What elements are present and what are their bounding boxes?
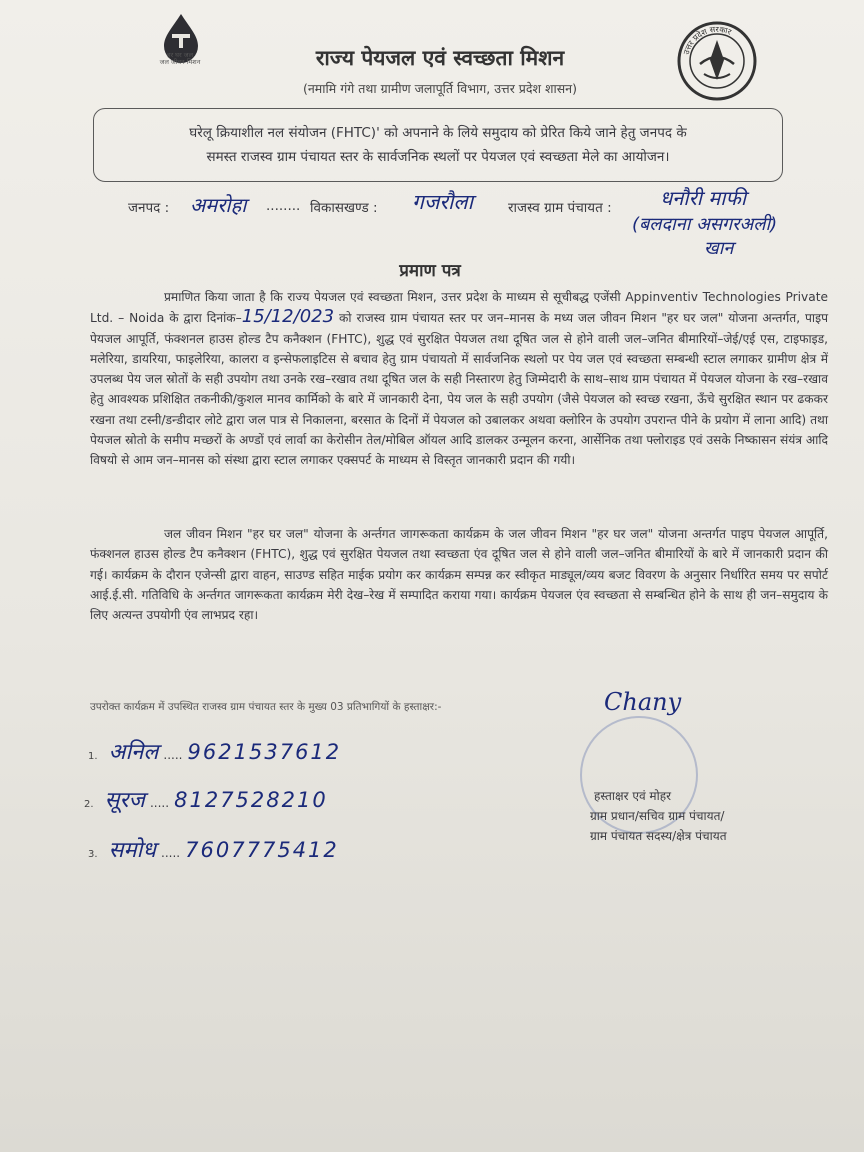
participant-name: अनिल (108, 740, 159, 765)
jal-jeevan-mission-logo (150, 12, 212, 82)
participant-name: सूरज (104, 788, 145, 813)
district-value: अमरोहा (190, 193, 247, 217)
signatory-caption (590, 786, 790, 846)
certificate-heading: प्रमाण पत्र (399, 261, 461, 281)
panchayat-extra-1: (बलदाना असगरअली) (632, 214, 778, 235)
page-subtitle: (नमामि गंगे तथा ग्रामीण जलापूर्ति विभाग, उत्तर प्रदेश शासन) (302, 81, 577, 96)
signatory-line-2: ग्राम प्रधान/सचिव ग्राम पंचायत/ (590, 809, 725, 823)
participant-name: समोध (108, 838, 156, 863)
participant-phone: 9621537612 (187, 740, 342, 764)
participants-intro: उपरोक्त कार्यक्रम में उपस्थित राजस्व ग्राम पंचायत स्तर के मुख्य 03 प्रतिभागियों के हस्ताक्षर:- (90, 701, 442, 713)
logo-caption (140, 52, 220, 66)
paragraph-2-body: जल जीवन मिशन "हर घर जल" योजना के अर्न्तगत जागरूकता कार्यक्रम के जल जीवन मिशन "हर घर जल" योजना अन्तर्गत पाइप पेयजल आपूर्ति, फंक्शनल हाउस होल्ड टैप कनैक्शन (FHTC), शुद्ध एवं सुरक्षित पेयजल तथा स्वच्छता एंव दूषित जल से होने वाली जल–जनित बीमारियों के बारे में जानकारी प्रदान की गई। कार्यक्रम के दौरान एजेन्सी द्वारा वाहन, साउण्ड सहित माईक प्रयोग कर कार्यक्रम सम्पन्न कर स्वीकृत माड्यूल/व्यय बजट विवरण के अनुसार निर्धारित समय पर सपोर्ट आई.ई.सी. गतिविधि के अर्न्तगत जागरूकता कार्यक्रम मेरी देख–रेख में सम्पादित कराया गया। कार्यक्रम पेयजल एंव स्वच्छता से सम्बन्धित होने के साथ ही जन–समुदाय के लिए अत्यन्त उपयोगी एंव लाभप्रद रहा। (90, 527, 828, 623)
logo-caption-sub: जल जीवन मिशन (159, 58, 201, 66)
event-date: 15/12/023 (241, 306, 335, 328)
logo-caption-main: हर घर जल (167, 51, 193, 59)
event-banner (93, 108, 783, 182)
page-title: राज्य पेयजल एवं स्वच्छता मिशन (315, 46, 565, 70)
paragraph-1-body: को राजस्व ग्राम पंचायत स्तर पर जन–मानस के मध्य जल जीवन मिशन "हर घर जल" योजना अन्तर्गत, पाइप पेयजल आपूर्ति, फंक्शनल हाउस होल्ड टैप कनैक्शन (FHTC), शुद्ध एवं सुरक्षित पेयजल तथा दूषित जल से होने वाली जल–जनित बीमारियों–जेई/एई एस, टाइफाइड, मलेरिया, डायरिया, फाइलेरिया, कालरा व इन्सेफलाइटिस से बचाव हेतु ग्राम पंचायतो में सार्वजनिक स्थलो पर पेय जल एवं स्वच्छता सम्बन्धी स्टाल लगाकर ग्रामीण क्षेत्र में उपलब्ध पेय जल स्रोतों के सही उपयोग तथा उनके रख–रखाव तथा दूषित जल के सही निस्तारण हेतु जिम्मेदारी के साथ–साथ ग्राम पंचायत में पेयजल योजना के रख–रखाव हेतु आवश्यक प्रशिक्षित तकनीकी/कुशल मानव कार्मिको के बारे में जानकारी देना, पेय जल के सही उपयोग (जैसे पेयजल को स्वच्छ रखना, ऊँचे सुरक्षित स्थान पर ढककर रखना तथा टस्नी/डन्डीदार लोटे द्वारा जल पात्र से निकालना, बरसात के दिनों में पेयजल को उबालकर अथवा क्लोरिन के उपयोग उपरान्त पीने के प्रयोग में लाना आदि) तथा पेयजल स्रोतो के समीप मच्छरों के अण्डों एवं लार्वा का केरोसीन तेल/मोबिल ऑयल आदि डालकर उन्मूलन करना, आर्सेनिक तथा फ्लोराइड एवं उसके निष्कासन संयंत्र आदि विषयो से आम जन–मानस को संस्था द्वारा स्टाल लगाकर एक्सपर्ट के माध्यम से विस्तृत जानकारी प्रदान की गयी। (90, 311, 828, 468)
signatory-line-1: हस्ताक्षर एवं मोहर (594, 789, 672, 803)
certificate-paragraph-1 (90, 287, 828, 471)
svg-text:उत्तर प्रदेश सरकार (682, 25, 733, 56)
banner-line-2: समस्त राजस्व ग्राम पंचायत स्तर के सार्वजनिक स्थलों पर पेयजल एवं स्वच्छता मेले का आयोजन। (206, 149, 670, 165)
up-government-emblem-icon (676, 20, 758, 102)
participant-phone: 7607775412 (185, 838, 339, 862)
participant-number: 2. (84, 799, 94, 810)
paragraph-1-intro: प्रमाणित किया जाता है कि राज्य पेयजल एवं स्वच्छता मिशन, उत्तर प्रदेश के माध्यम से सूचीबद्ध एजेंसी Appinventiv Technologies Private Ltd. – Noida के द्वारा दिनांक– (90, 290, 828, 326)
participant-row: 2. सूरज ..... 8127528210 (84, 788, 328, 813)
participant-number: 3. (88, 849, 98, 860)
panchayat-label: राजस्व ग्राम पंचायत : (508, 200, 612, 216)
certificate-page: हर घर जल जल जीवन मिशन राज्य पेयजल एवं स्वच्छता मिशन (नमामि गंगे तथा ग्रामीण जलापूर्ति विभाग, उत्तर प्रदेश शासन) उत्तर प्रदेश सरकार घरेलू क्रियाशील नल संयोजन (FHTC)' को अपनाने के लिये समुदाय को प्रेरित किये जाने हेतु जनपद के समस्त राजस्व ग्राम पंचायत स्तर के सार्वजनिक स्थलों पर पेयजल एवं स्वच्छता मेले का आयोजन। जनपद : अमरोहा ........ विकासखण्ड : गजरौला राजस्व ग्राम पंचायत : धनौरी माफी (बलदाना असगरअली) खान प्रमाण पत्र प्रमाणित किया जाता है कि राज्य पेयजल एवं स्वच्छता मिशन, उत्तर प्रदेश के माध्यम से सूचीबद्ध एजेंसी Appinventiv Technologies Private Ltd. – Noida के द्वारा दिनांक–15/12/023 को राजस्व ग्राम पंचायत स्तर पर जन–मानस के मध्य जल जीवन मिशन "हर घर जल" योजना अन्तर्गत, पाइप पेयजल आपूर्ति, फंक्शनल हाउस होल्ड टैप कनैक्शन (FHTC), शुद्ध एवं सुरक्षित पेयजल तथा दूषित जल से होने वाली जल–जनित बीमारियों–जेई/एई एस, टाइफाइड, मलेरिया, डायरिया, फाइलेरिया, कालरा व इन्सेफलाइटिस से बचाव हेतु ग्राम पंचायतो में सार्वजनिक स्थलो पर पेय जल एवं स्वच्छता सम्बन्धी स्टाल लगाकर ग्रामीण क्षेत्र में उपलब्ध पेय जल स्रोतों के सही उपयोग तथा उनके रख–रखाव तथा दूषित जल के सही निस्तारण हेतु जिम्मेदारी के साथ–साथ ग्राम पंचायत में पेयजल योजना के रख–रखाव हेतु आवश्यक प्रशिक्षित तकनीकी/कुशल मानव कार्मिको के बारे में जानकारी देना, पेय जल के सही उपयोग (जैसे पेयजल को स्वच्छ रखना, ऊँचे सुरक्षित स्थान पर ढककर रखना तथा टस्नी/डन्डीदार लोटे द्वारा जल पात्र से निकालना, बरसात के दिनों में पेयजल को उबालकर अथवा क्लोरिन के उपयोग उपरान्त पीने के प्रयोग में लाना आदि) तथा पेयजल स्रोतो के समीप मच्छरों के अण्डों एवं लार्वा का केरोसीन तेल/मोबिल ऑयल आदि डालकर उन्मूलन करना, आर्सेनिक तथा फ्लोराइड एवं उसके निष्कासन संयंत्र आदि विषयो से आम जन–मानस को संस्था द्वारा स्टाल लगाकर एक्सपर्ट के माध्यम से विस्तृत जानकारी प्रदान की गयी। जल जीवन मिशन "हर घर जल" योजना के अर्न्तगत जागरूकता कार्यक्रम के जल जीवन मिशन "हर घर जल" योजना अन्तर्गत पाइप पेयजल आपूर्ति, फंक्शनल हाउस होल्ड टैप कनैक्शन (FHTC), शुद्ध एवं सुरक्षित पेयजल तथा स्वच्छता एंव दूषित जल से होने वाली जल–जनित बीमारियों के बारे में जानकारी प्रदान की गई। कार्यक्रम के दौरान एजेन्सी द्वारा वाहन, साउण्ड सहित माईक प्रयोग कर कार्यक्रम सम्पन्न कर स्वीकृत माड्यूल/व्यय बजट विवरण के अनुसार निर्धारित समय पर सपोर्ट आई.ई.सी. गतिविधि के अर्न्तगत जागरूकता कार्यक्रम मेरी देख–रेख में सम्पादित कराया गया। कार्यक्रम पेयजल एंव स्वच्छता से सम्बन्धित होने के साथ ही जन–समुदाय के लिए अत्यन्त उपयोगी एंव लाभप्रद रहा। उपरोक्त कार्यक्रम में उपस्थित राजस्व ग्राम पंचायत स्तर के मुख्य 03 प्रतिभागियों के हस्ताक्षर:- 1. अनिल ..... 9621537612 2. सूरज ..... 8127528210 3. समोध ..... 7607775412 Chany हस्ताक्षर एवं मोहर ग्राम प्रधान/सचिव ग्राम पंचायत/ ग्राम पंचायत सदस्य/क्षेत्र पंचायत (0, 0, 864, 1152)
banner-line-1: घरेलू क्रियाशील नल संयोजन (FHTC)' को अपनाने के लिये समुदाय को प्रेरित किये जाने हेतु जनपद के (189, 125, 687, 141)
certificate-paragraph-2 (90, 524, 828, 625)
signatory-signature: Chany (604, 688, 682, 716)
participant-phone: 8127528210 (174, 788, 328, 812)
block-label: विकासखण्ड : (310, 200, 378, 216)
participant-row: 3. समोध ..... 7607775412 (88, 838, 339, 863)
participant-number: 1. (88, 751, 98, 762)
district-label: जनपद : (128, 200, 170, 216)
block-value: गजरौला (412, 190, 474, 214)
participant-row: 1. अनिल ..... 9621537612 (88, 740, 342, 765)
emblem-text: उत्तर प्रदेश सरकार (681, 24, 733, 56)
panchayat-extra-2: खान (704, 238, 734, 259)
panchayat-value: धनौरी माफी (660, 186, 747, 210)
signatory-line-3: ग्राम पंचायत सदस्य/क्षेत्र पंचायत (590, 829, 727, 843)
